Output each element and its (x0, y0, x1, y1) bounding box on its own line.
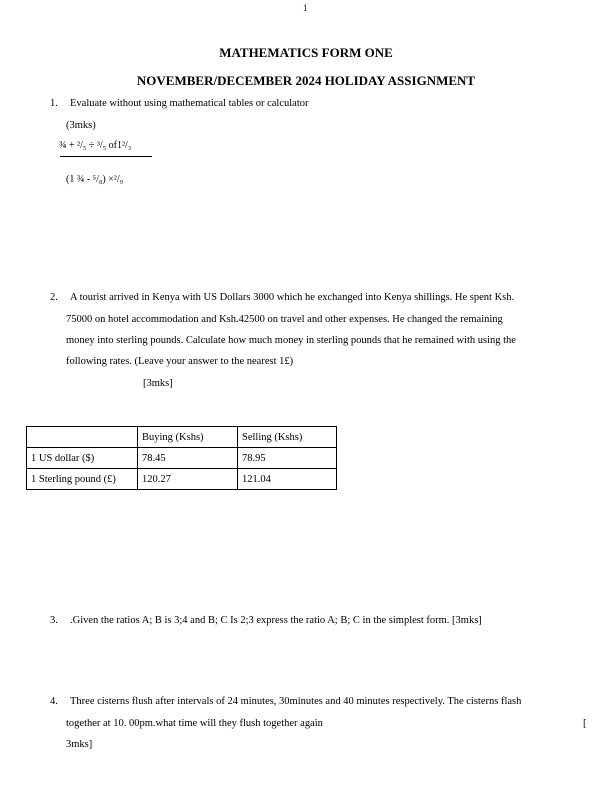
page-title: MATHEMATICS FORM ONE (219, 45, 393, 60)
q2-number: 2. (50, 292, 58, 303)
q1-text: Evaluate without using mathematical tables or calculator (70, 98, 309, 109)
q2-marks: [3mks] (143, 378, 173, 389)
q4-marks: 3mks] (66, 739, 93, 750)
q3-text: .Given the ratios A; B is 3;4 and B; C Is 2;3 express the ratio A; B; C in the simplest form. [3mks] (70, 615, 482, 626)
table-header: Selling (Kshs) (238, 427, 337, 448)
table-cell: 1 Sterling pound (£) (27, 469, 138, 490)
table-row (27, 469, 337, 490)
table-cell: 78.95 (238, 448, 337, 469)
fraction-line (60, 156, 152, 157)
table-header (27, 427, 138, 448)
q1-marks: (3mks) (66, 120, 96, 131)
q4-bracket: [ (583, 718, 587, 729)
table-row (27, 448, 337, 469)
q1-denominator: (1 ¾ - ⁵/₈) ×²/₉ (66, 174, 124, 185)
q1-numerator: ¾ + ²/₅ ÷ ³/₅ of1²/₃ (59, 140, 132, 151)
page-number: 1 (303, 3, 308, 13)
page-subtitle: NOVEMBER/DECEMBER 2024 HOLIDAY ASSIGNMENT (136, 73, 476, 88)
q1-number: 1. (50, 98, 58, 109)
table-cell: 1 US dollar ($) (27, 448, 138, 469)
exchange-rate-table (26, 426, 337, 490)
q2-line: following rates. (Leave your answer to the nearest 1£) (66, 356, 294, 367)
q2-line: money into sterling pounds. Calculate how much money in sterling pounds that he remained with using the (66, 335, 516, 346)
table-cell: 78.45 (138, 448, 238, 469)
table-header-row (27, 427, 337, 448)
table-cell: 120.27 (138, 469, 238, 490)
table-header: Buying (Kshs) (138, 427, 238, 448)
q4-number: 4. (50, 696, 58, 707)
q3-number: 3. (50, 615, 58, 626)
table-cell: 121.04 (238, 469, 337, 490)
q2-line: A tourist arrived in Kenya with US Dollars 3000 which he exchanged into Kenya shillings. He spent Ksh. (70, 292, 515, 303)
q2-line: 75000 on hotel accommodation and Ksh.42500 on travel and other expenses. He changed the remaining (66, 314, 503, 325)
q4-line: together at 10. 00pm.what time will they flush together again (66, 718, 323, 729)
q4-line: Three cisterns flush after intervals of 24 minutes, 30minutes and 40 minutes respectively. The cisterns flash (70, 696, 522, 707)
